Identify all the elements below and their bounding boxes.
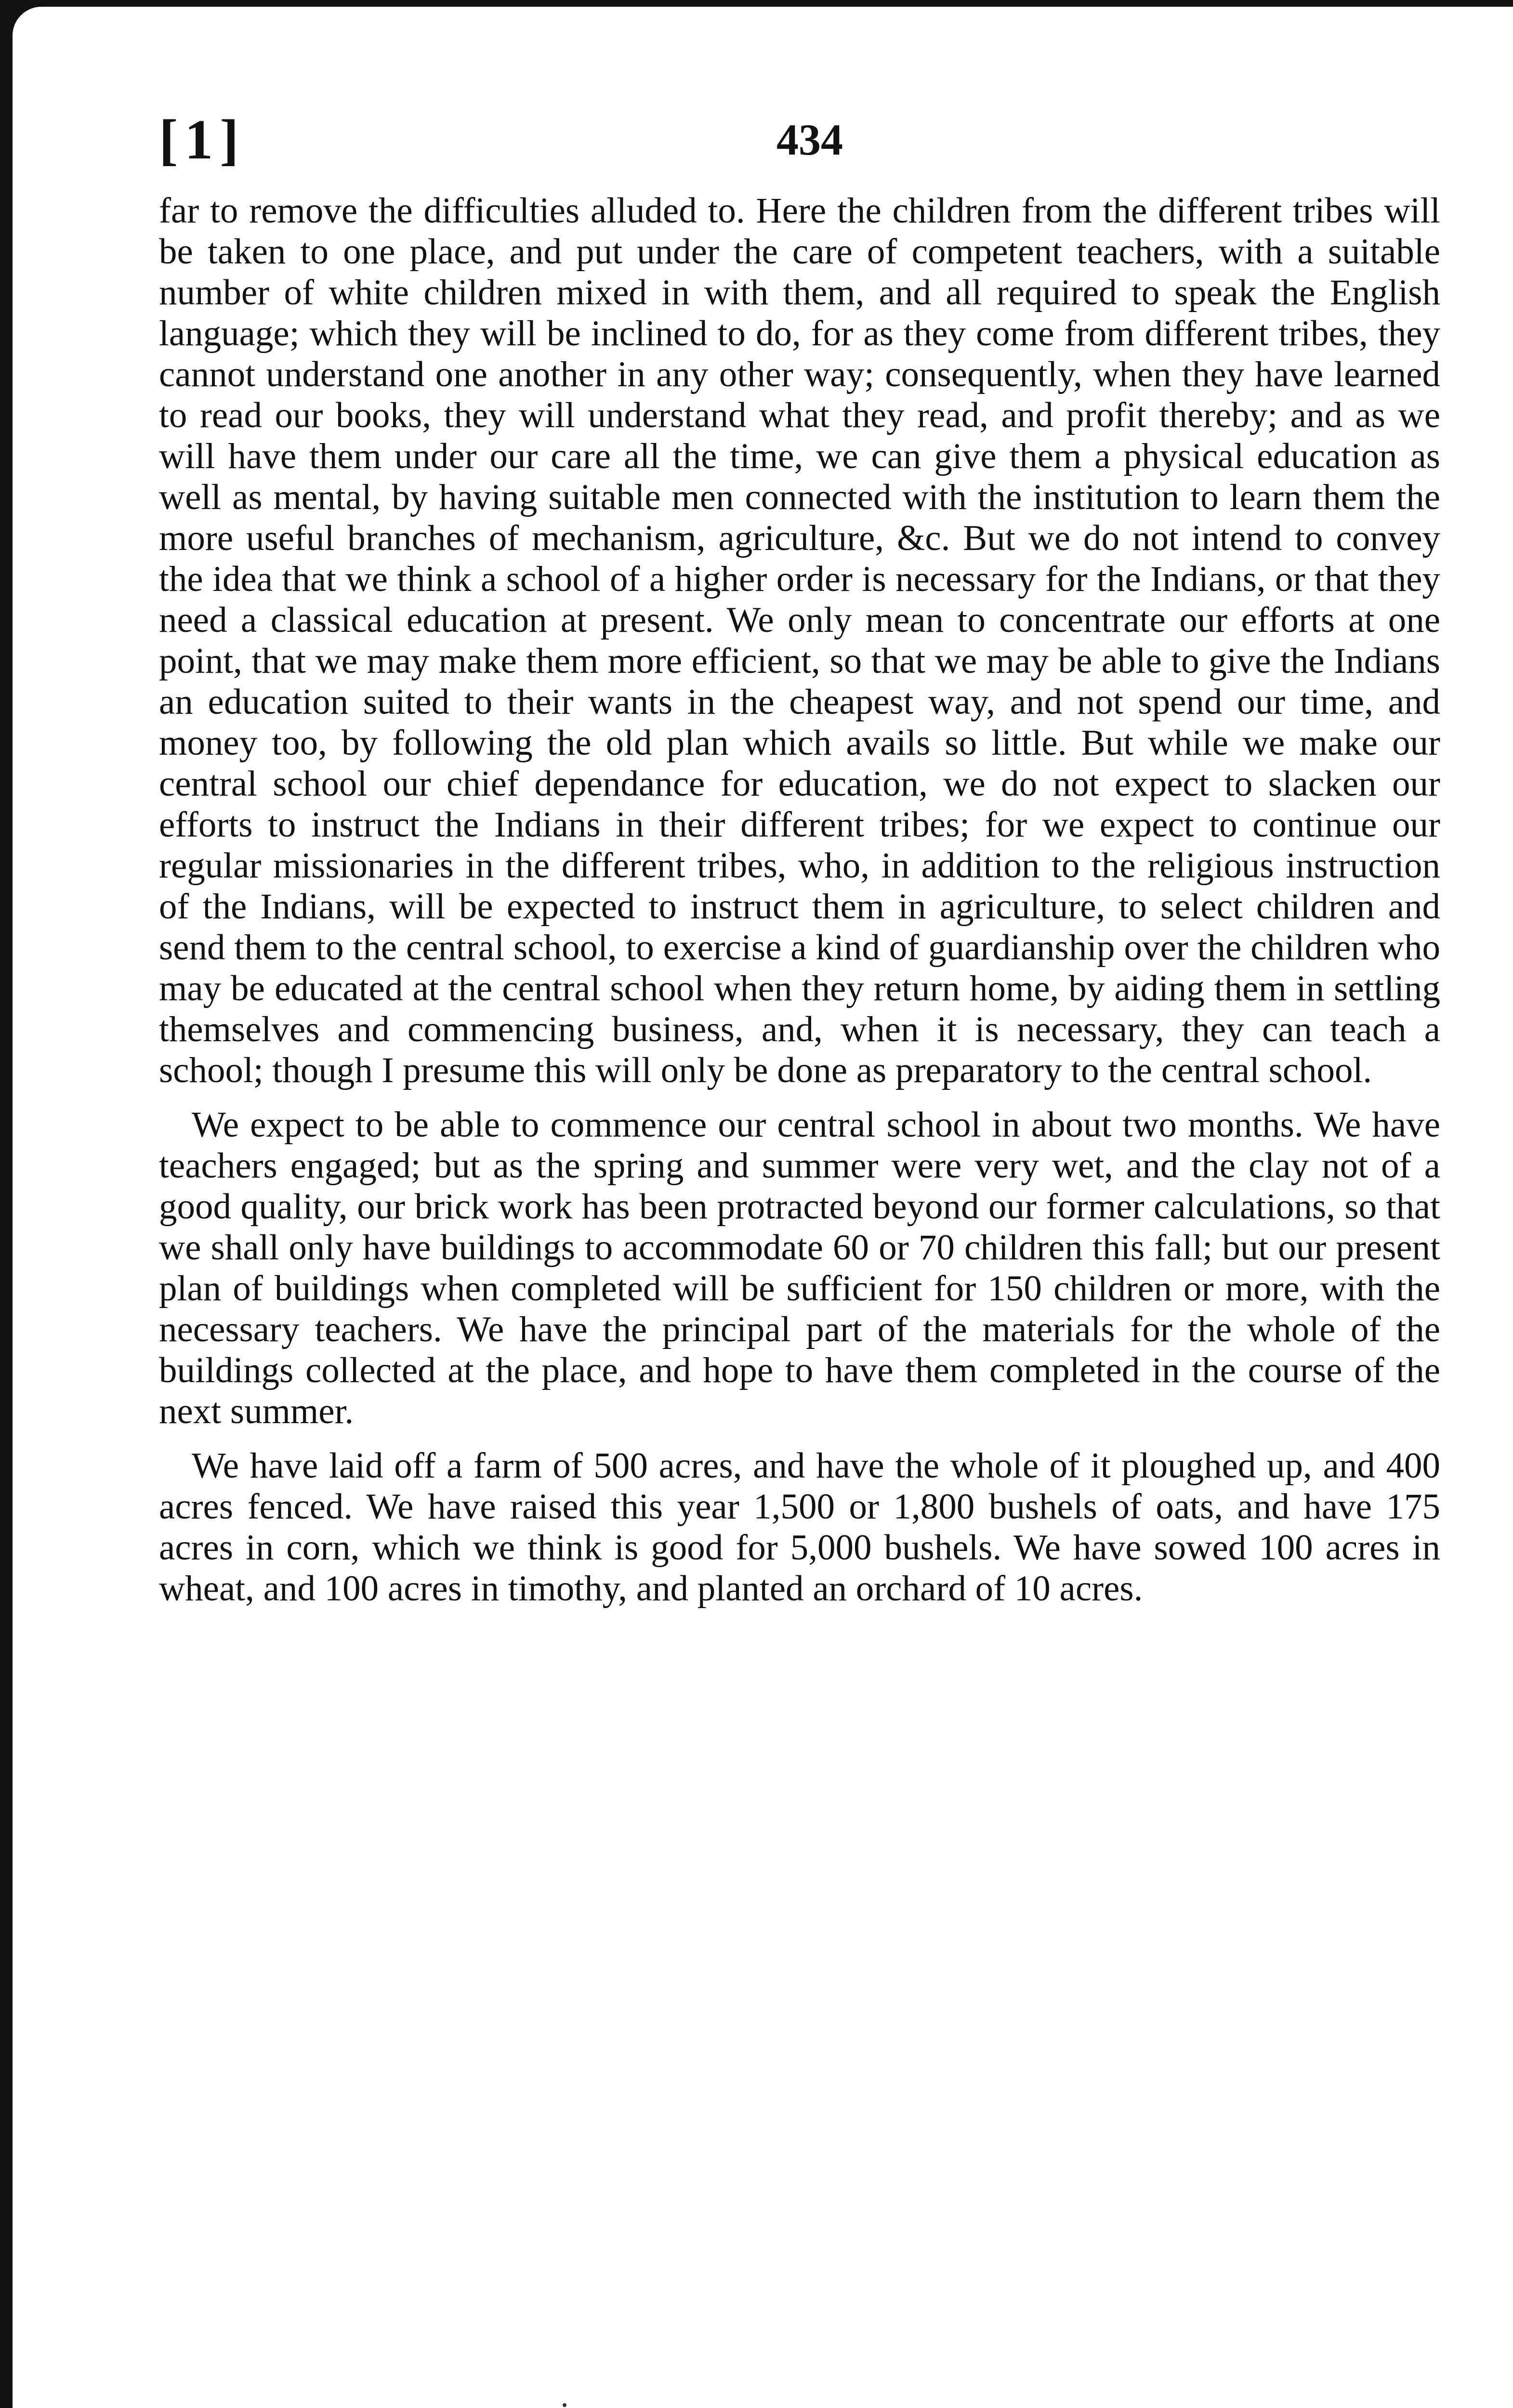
page-number: 434 xyxy=(776,115,843,164)
paragraph-continuation: far to remove the difficulties alluded to. Here the children from the different tribes will be taken to one place, and put under the care of competent teachers, with a suitable number of white children mixed in with them, and all required to speak the English language; which they will be inclined to do, for as they come from different tribes, they cannot understand one another in any other way; consequently, when they have learned to read our books, they will understand what they read, and profit thereby; and as we will have them under our care all the time, we can give them a physical education as well as mental, by having suitable men connected with the institution to learn them the more useful branches of mechanism, agriculture, &c. But we do not intend to convey the idea that we think a school of a higher order is necessary for the Indians, or that they need a classical education at present. We only mean to concentrate our efforts at one point, that we may make them more efficient, so that we may be able to give the Indians an education suited to their wants in the cheapest way, and not spend our time, and money too, by following the old plan which avails so little. But while we make our central school our chief dependance for education, we do not expect to slacken our efforts to instruct the Indians in their different tribes; for we expect to continue our regular missionaries in the different tribes, who, in addition to the religious instruction of the Indians, will be expected to instruct them in agriculture, to select children and send them to the central school, to exercise a kind of guardianship over the children who may be educated at the central school when they return home, by aiding them in settling themselves and commencing business, and, when it is necessary, they can teach a school; though I presume this will only be done as preparatory to the central school. xyxy=(159,191,1440,1090)
scan-corner-top-left xyxy=(0,0,43,43)
paragraph-central-school: We expect to be able to commence our central school in about two months. We have teachers engaged; but as the spring and summer were very wet, and the clay not of a good quality, our brick work has been protracted beyond our former calculations, so that we shall only have buildings to accommodate 60 or 70 children this fall; but our present plan of buildings when completed will be sufficient for 150 children or more, with the necessary teachers. We have the principal part of the materials for the whole of the buildings collected at the place, and hope to have them completed in the course of the next summer. xyxy=(159,1105,1440,1431)
section-mark: [1] xyxy=(159,108,246,171)
body-text xyxy=(159,190,1440,1609)
page-header xyxy=(159,104,1440,176)
scan-speck xyxy=(563,2403,566,2407)
scan-border-left xyxy=(0,0,13,2408)
paragraph-farm: We have laid off a farm of 500 acres, and have the whole of it ploughed up, and 400 acres fenced. We have raised this year 1,500 or 1,800 bushels of oats, and have 175 acres in corn, which we think is good for 5,000 bushels. We have sowed 100 acres in wheat, and 100 acres in timothy, and planted an orchard of 10 acres. xyxy=(159,1446,1440,1609)
scan-border-top xyxy=(0,0,1513,7)
